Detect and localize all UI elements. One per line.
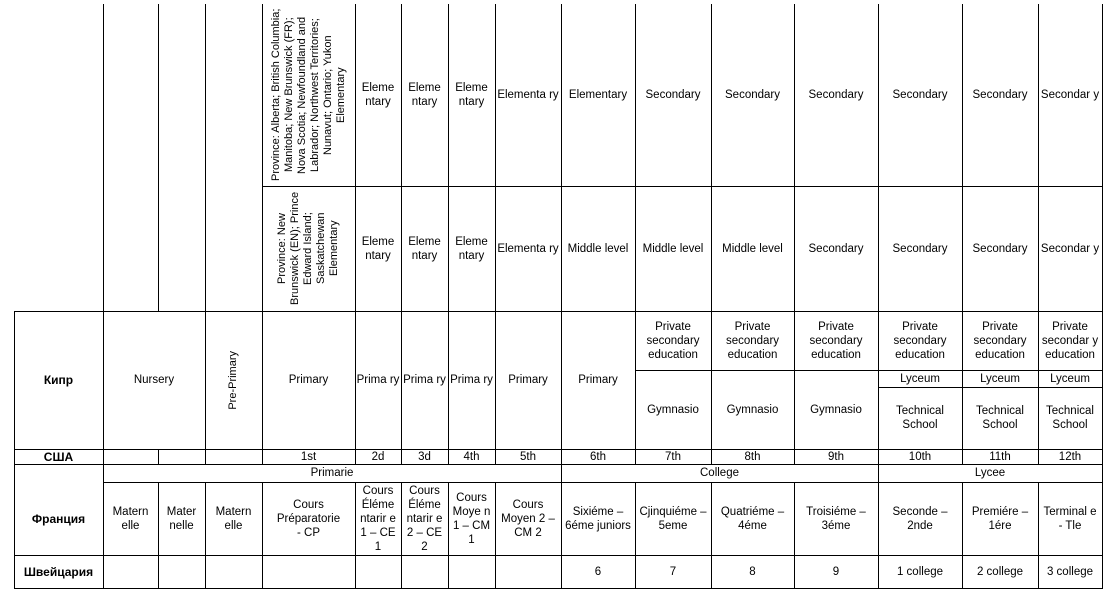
grid-line [14, 311, 1103, 312]
usa-grade-12: 12th [1058, 450, 1082, 463]
france-class-8: Cours Moyen 2 – CM 2 [501, 498, 555, 539]
grid-line [561, 4, 562, 589]
cyprus-private-12: Private secondar y education [1041, 320, 1099, 361]
switzerland-grade-12: 3 college [1046, 565, 1094, 578]
grid-line [711, 482, 712, 589]
france-class-2: Mater nelle [166, 505, 197, 532]
grid-line [962, 482, 963, 589]
cyprus-primary-4: Prima ry [450, 374, 493, 386]
france-group-primarie: Primarie [310, 467, 354, 479]
grid-line [355, 482, 356, 589]
cyprus-technical-12: Technical School [1046, 405, 1094, 431]
grid-line [878, 387, 1103, 388]
cyprus-technical-11: Technical School [976, 405, 1024, 431]
grid-line [14, 555, 1103, 556]
cyprus-private-10: Private secondary education [893, 320, 947, 361]
canada-province-b-text: Province: New Brunswick (EN); Prince Edward Island; Saskatchewan Elementary [276, 191, 340, 306]
canada-a-grade-11: Secondary [972, 89, 1028, 101]
usa-grade-2: 2d [371, 450, 385, 463]
grid-line [401, 4, 402, 464]
canada-province-a-text: Province: Alberta; British Columbia; Manitoba; New Brunswick (FR); Nova Scotia; Newfoundland and Labrador; Northwest Territories; Nunavut; Ontario; Yukon Elementary [269, 8, 347, 182]
usa-grade-6: 6th [590, 450, 606, 463]
grid-line [1102, 4, 1103, 589]
france-class-5: Cours Éléme ntarir e 1 – CE 1 [360, 484, 396, 553]
cyprus-lyceum-11: Lyceum [980, 372, 1020, 385]
usa-grade-5: 5th [520, 450, 536, 463]
grid-line [158, 449, 159, 464]
france-group-college: College [700, 467, 739, 479]
france-class-11: Quatriéme – 4éme [720, 505, 785, 532]
grid-line [794, 482, 795, 589]
france-label: Франция [31, 511, 86, 526]
grid-line [355, 4, 356, 464]
switzerland-grade-10: 1 college [896, 565, 944, 578]
canada-b-grade-6: Middle level [567, 242, 629, 255]
canada-a-grade-5: Elementa ry [497, 89, 559, 101]
france-class-13: Seconde – 2nde [892, 505, 948, 532]
usa-grade-11: 11th [989, 450, 1011, 463]
cyprus-technical-10: Technical School [896, 405, 944, 431]
canada-a-grade-12: Secondar y [1040, 89, 1100, 101]
grid-line [635, 370, 1103, 371]
canada-b-grade-2: Eleme ntary [361, 235, 395, 262]
grid-line [495, 482, 496, 589]
cyprus-nursery: Nursery [133, 374, 175, 386]
grid-line [158, 4, 159, 311]
cyprus-gymnasio-9: Gymnasio [810, 403, 862, 416]
france-class-9: Sixiéme – 6éme juniors [565, 505, 631, 532]
canada-b-grade-7: Middle level [642, 242, 704, 255]
usa-grade-4: 4th [463, 450, 480, 463]
cyprus-primary-2: Prima ry [356, 374, 400, 386]
france-class-14: Premiére – 1ére [971, 505, 1029, 532]
grid-line [14, 464, 1103, 465]
switzerland-grade-9: 9 [832, 565, 840, 578]
grid-line [635, 4, 636, 464]
switzerland-grade-8: 8 [749, 565, 756, 578]
grid-line [1038, 482, 1039, 589]
canada-b-grade-9: Secondary [808, 242, 864, 255]
france-class-10: Cjinquiéme – 5eme [639, 505, 707, 532]
grid-line [448, 482, 449, 589]
canada-b-grade-10: Secondary [892, 242, 948, 255]
canada-a-grade-8: Secondary [725, 89, 780, 101]
grid-line [401, 482, 402, 589]
grid-line [205, 4, 206, 464]
france-class-4: Cours Préparatorie - CP [276, 498, 341, 539]
grid-line [448, 4, 449, 464]
cyprus-pre-primary-text: Pre-Primary [227, 350, 239, 410]
canada-province-b [262, 186, 355, 311]
usa-grade-9: 9th [828, 450, 844, 463]
cyprus-gymnasio-7: Gymnasio [647, 403, 699, 416]
france-class-15: Terminal e - Tle [1043, 505, 1097, 532]
grid-line [14, 311, 15, 589]
switzerland-label: Швейцария [23, 564, 94, 579]
canada-b-grade-3: Eleme ntary [408, 235, 441, 262]
grid-line [962, 4, 963, 464]
canada-b-grade-11: Secondary [972, 242, 1028, 255]
canada-a-grade-7: Secondary [645, 89, 701, 101]
cyprus-label: Кипр [43, 373, 74, 387]
usa-grade-10: 10th [908, 450, 932, 463]
cyprus-lyceum-10: Lyceum [900, 372, 940, 385]
cyprus-private-8: Private secondary education [725, 320, 780, 361]
grid-line [495, 4, 496, 464]
grid-line [635, 482, 636, 589]
grid-line [14, 588, 1103, 589]
grid-line [711, 4, 712, 464]
france-class-1: Matern elle [112, 505, 149, 532]
canada-a-grade-4: Eleme ntary [455, 82, 488, 108]
cyprus-private-7: Private secondary education [646, 320, 700, 361]
canada-b-grade-4: Eleme ntary [455, 235, 488, 262]
grid-line [262, 4, 263, 464]
france-class-12: Troisiéme – 3éme [806, 505, 866, 532]
switzerland-grade-6: 6 [594, 565, 602, 578]
grid-line [103, 482, 1103, 483]
usa-grade-3: 3d [418, 450, 431, 463]
grid-line [262, 186, 1103, 187]
canada-b-grade-5: Elementa ry [497, 242, 559, 255]
france-group-lycee: Lycee [974, 467, 1006, 479]
canada-a-grade-10: Secondary [892, 89, 948, 101]
canada-a-grade-6: Elementary [568, 89, 628, 101]
cyprus-lyceum-12: Lyceum [1050, 372, 1090, 385]
grid-line [794, 4, 795, 464]
grid-line [878, 4, 879, 589]
switzerland-grade-11: 2 college [976, 565, 1024, 578]
grid-line [14, 449, 1103, 450]
france-class-3: Matern elle [215, 505, 252, 532]
cyprus-primary-3: Prima ry [403, 374, 446, 386]
grid-line [1038, 4, 1039, 464]
usa-label: США [43, 449, 74, 464]
usa-grade-8: 8th [744, 450, 761, 463]
cyprus-primary-5: Primary [508, 374, 548, 386]
france-class-7: Cours Moye n 1 – CM 1 [452, 491, 491, 546]
cyprus-pre-primary [205, 311, 262, 449]
usa-grade-1: 1st [300, 450, 317, 463]
grid-line [158, 482, 159, 589]
canada-b-grade-8: Middle level [722, 242, 783, 255]
canada-b-grade-12: Secondar y [1040, 242, 1100, 255]
grid-line [103, 4, 104, 589]
canada-a-grade-2: Eleme ntary [361, 82, 395, 108]
cyprus-primary-6: Primary [578, 374, 618, 386]
cyprus-primary-1: Primary [288, 374, 329, 386]
canada-a-grade-9: Secondary [808, 89, 864, 101]
grid-line [205, 482, 206, 589]
canada-a-grade-3: Eleme ntary [408, 82, 441, 108]
switzerland-grade-7: 7 [669, 565, 677, 578]
france-class-6: Cours Éléme ntarir e 2 – CE 2 [406, 484, 443, 553]
cyprus-private-9: Private secondary education [809, 320, 863, 361]
grid-line [262, 482, 263, 589]
usa-grade-7: 7th [665, 450, 681, 463]
cyprus-private-11: Private secondary education [973, 320, 1027, 361]
cyprus-gymnasio-8: Gymnasio [726, 403, 779, 416]
canada-province-a [262, 4, 355, 186]
